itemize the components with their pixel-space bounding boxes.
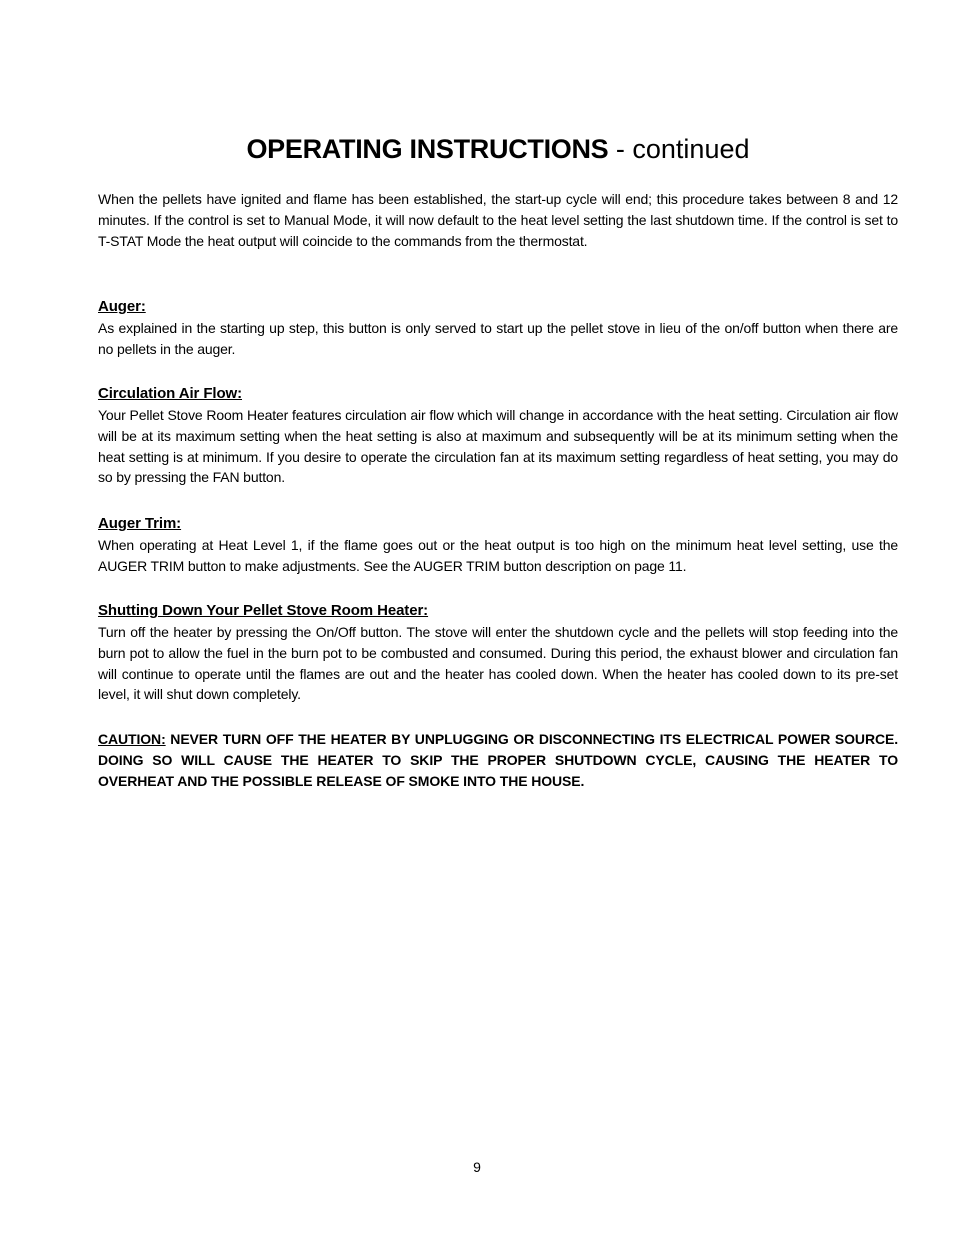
caution-paragraph (98, 729, 898, 791)
page-title (98, 131, 898, 167)
page-title-main: OPERATING INSTRUCTIONS (246, 134, 609, 164)
section-heading-circulation-air-flow: Circulation Air Flow: (98, 385, 243, 402)
section-circulation-air-flow (98, 383, 898, 488)
section-heading-auger: Auger: (98, 298, 146, 315)
section-heading-auger-trim: Auger Trim: (98, 515, 182, 532)
section-heading-shutting-down: Shutting Down Your Pellet Stove Room Heater: (98, 602, 429, 619)
section-body-auger: As explained in the starting up step, this button is only served to start up the pellet stove in lieu of the on/off button when there are no pellets in the auger. (98, 320, 898, 357)
section-body-shutting-down: Turn off the heater by pressing the On/Off button. The stove will enter the shutdown cycle and the pellets will stop feeding into the burn pot to allow the fuel in the burn pot to be combusted and consumed. During this period, the exhaust blower and circulation fan will continue to operate until the flames are out and the heater has cooled down. When the heater has cooled down to its pre-set level, it will shut down completely. (98, 624, 898, 703)
page-number: 9 (473, 1159, 481, 1175)
intro-paragraph: When the pellets have ignited and flame has been established, the start-up cycle will end; this procedure takes between 8 and 12 minutes. If the control is set to Manual Mode, it will now default to the heat level setting the last shutdown time. If the control is set to T-STAT Mode the heat output will coincide to the commands from the thermostat. (98, 191, 898, 249)
section-body-auger-trim: When operating at Heat Level 1, if the flame goes out or the heat output is too high on the minimum heat level setting, use the AUGER TRIM button to make adjustments. See the AUGER TRIM button description on page 11. (98, 537, 898, 574)
section-shutting-down (98, 600, 898, 705)
section-auger-trim (98, 513, 898, 577)
caution-label: CAUTION: (98, 731, 166, 747)
section-auger (98, 296, 898, 360)
caution-text: NEVER TURN OFF THE HEATER BY UNPLUGGING OR DISCONNECTING ITS ELECTRICAL POWER SOURCE. DOING SO WILL CAUSE THE HEATER TO SKIP THE PROPER SHUTDOWN CYCLE, CAUSING THE HEATER TO OVERHEAT AND THE POSSIBLE RELEASE OF SMOKE INTO THE HOUSE. (98, 731, 898, 789)
intro-block (98, 189, 898, 251)
page-title-suffix: - continued (608, 134, 750, 164)
caution-block (98, 729, 898, 791)
section-body-circulation-air-flow: Your Pellet Stove Room Heater features circulation air flow which will change in accordance with the heat setting. Circulation air flow will be at its maximum setting when the heat setting is also at maximum and subsequently will be at its minimum setting when the heat setting is at minimum. If you desire to operate the circulation fan at its maximum setting regardless of heat setting, you may do so by pressing the FAN button. (98, 407, 898, 486)
